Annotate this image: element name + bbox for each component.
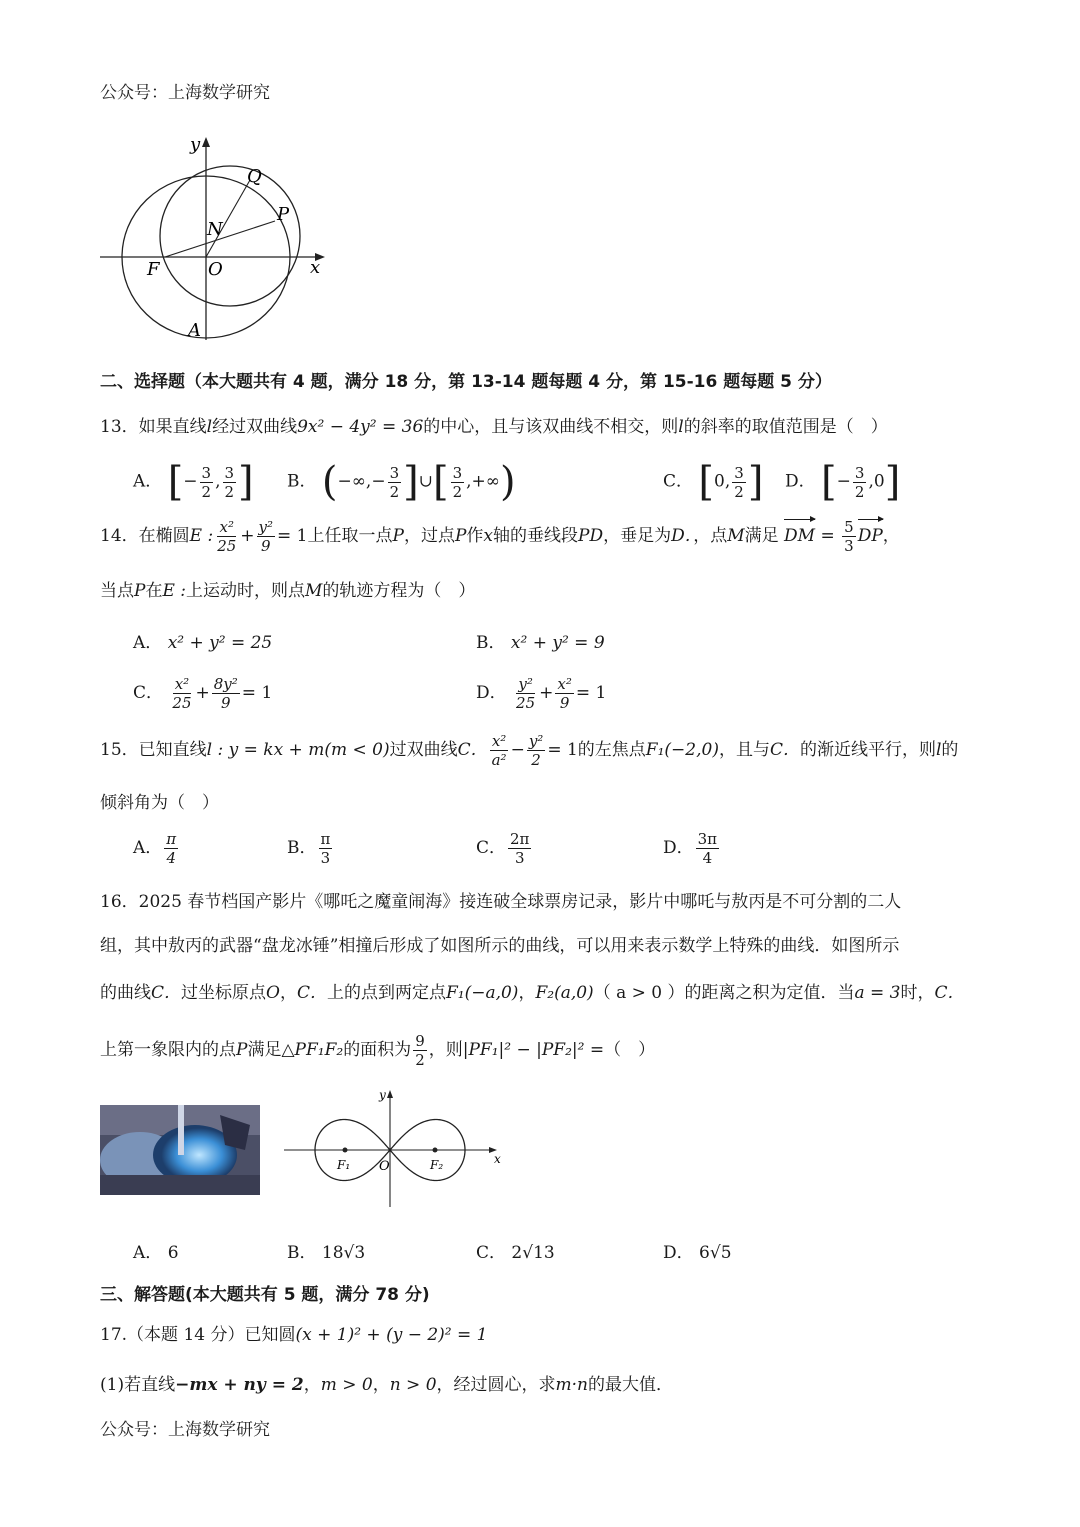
lemniscate-figure <box>282 1085 507 1210</box>
fig16-o-label: O <box>379 1159 390 1174</box>
page-footer: 公众号：上海数学研究 <box>100 1420 270 1440</box>
fig16-f2-label: F₂ <box>430 1158 444 1172</box>
question-14-line-1: 14．在椭圆E : $\frac{\text{x²}}{25}$ + $\frac{\text{y²}}{9}$ = 1上任取一点P，过点P作x轴的垂线段PD，垂足为D．，点M满足 DM = $\frac{5}{3}$ DP， <box>100 518 900 555</box>
q14-option-d[interactable]: D． $\frac{\text{y²}}{25}$ + $\frac{\text{x²}}{9}$ = 1 <box>476 675 607 712</box>
focus-f2-point <box>433 1148 438 1153</box>
q13-option-c[interactable]: C． [0, $\frac{3}{2}$ ] <box>663 459 764 505</box>
q16-option-d[interactable]: D． 6√5 <box>663 1243 732 1263</box>
q14-option-a[interactable]: A． x² + y² = 25 <box>133 633 273 653</box>
question-16-line-2: 组，其中敖丙的武器“盘龙冰锤”相撞后形成了如图所示的曲线，可以用来表示数学上特殊的曲线．如图所示 <box>100 936 900 956</box>
q16-option-b[interactable]: B． 18√3 <box>287 1243 366 1263</box>
q13-option-a[interactable]: A． [− $\frac{3}{2}$ , $\frac{3}{2}$ ] <box>133 459 254 505</box>
q14-option-c[interactable]: C． $\frac{\text{x²}}{25}$ + $\frac{\text{8y²}}{9}$ = 1 <box>133 675 273 712</box>
q15-option-c[interactable]: C． $\frac{2\pi}{3}$ <box>476 830 530 867</box>
focus-f1-point <box>343 1148 348 1153</box>
question-15-line-1: 15．已知直线l : y = kx + m(m < 0)过双曲线C． $\frac{\text{x²}}{\text{a²}}$ − $\frac{\text{y²}}{2}$ = 1的左焦点F₁(−2,0)，且与C．的渐近线平行，则l的 <box>100 732 959 769</box>
fig16-x-label: x <box>494 1152 501 1166</box>
ellipse-circle-figure <box>95 130 335 345</box>
q16-option-c[interactable]: C． 2√13 <box>476 1243 555 1263</box>
fig-o-label: O <box>208 259 223 280</box>
question-17: 17.（本题 14 分）已知圆(x + 1)² + (y − 2)² = 1 <box>100 1325 488 1345</box>
fig16-y-label: y <box>379 1088 386 1102</box>
q15-option-d[interactable]: D． $\frac{3\pi}{4}$ <box>663 830 718 867</box>
fig-n-label: N <box>207 219 223 240</box>
question-13: 13．如果直线l经过双曲线9x² − 4y² = 36的中心，且与该双曲线不相交，则l的斜率的取值范围是（ ） <box>100 417 888 437</box>
fig-x-label: x <box>310 257 321 278</box>
q13-option-d[interactable]: D． [− $\frac{3}{2}$ ,0] <box>785 459 901 505</box>
section-2-title: 二、选择题（本大题共有 4 题，满分 18 分，第 13-14 题每题 4 分，第 15-16 题每题 5 分） <box>100 372 832 392</box>
q16-option-a[interactable]: A． 6 <box>133 1243 179 1263</box>
fig-f-label: F <box>147 259 160 280</box>
q15-option-b[interactable]: B． $\frac{\pi}{3}$ <box>287 830 331 867</box>
fig-a-label: A <box>188 320 201 341</box>
page-header: 公众号：上海数学研究 <box>100 83 270 103</box>
section-3-title: 三、解答题(本大题共有 5 题，满分 78 分) <box>100 1285 430 1305</box>
movie-still-image <box>100 1105 260 1195</box>
fig-y-label: y <box>190 134 201 155</box>
question-17-part-1: (1)若直线−mx + ny = 2，m > 0，n > 0，经过圆心，求m·n的最大值． <box>100 1375 674 1395</box>
q14-option-b[interactable]: B． x² + y² = 9 <box>476 633 605 653</box>
question-16-line-4: 上第一象限内的点P满足△PF₁F₂的面积为 $\frac{9}{2}$ ，则|PF₁|² − |PF₂|² =（ ） <box>100 1032 656 1069</box>
q13-option-b[interactable]: B． (−∞,− $\frac{3}{2}$ ]∪[ $\frac{3}{2}$ ,+∞) <box>287 459 516 505</box>
fig-q-label: Q <box>247 166 262 187</box>
question-16-line-3: 的曲线C．过坐标原点O，C．上的点到两定点F₁(−a,0)，F₂(a,0)（ a > 0 ）的距离之积为定值．当a = 3时，C． <box>100 983 965 1003</box>
q15-option-a[interactable]: A． $\frac{\pi}{4}$ <box>133 830 177 867</box>
fig-p-label: P <box>277 204 290 225</box>
question-15-line-2: 倾斜角为（ ） <box>100 793 219 813</box>
fig16-f1-label: F₁ <box>337 1158 351 1172</box>
question-14-line-2: 当点P在E :上运动时，则点M的轨迹方程为（ ） <box>100 581 476 601</box>
question-16-line-1: 16．2025 春节档国产影片《哪吒之魔童闹海》接连破全球票房记录，影片中哪吒与敖丙是不可分割的二人 <box>100 892 902 912</box>
